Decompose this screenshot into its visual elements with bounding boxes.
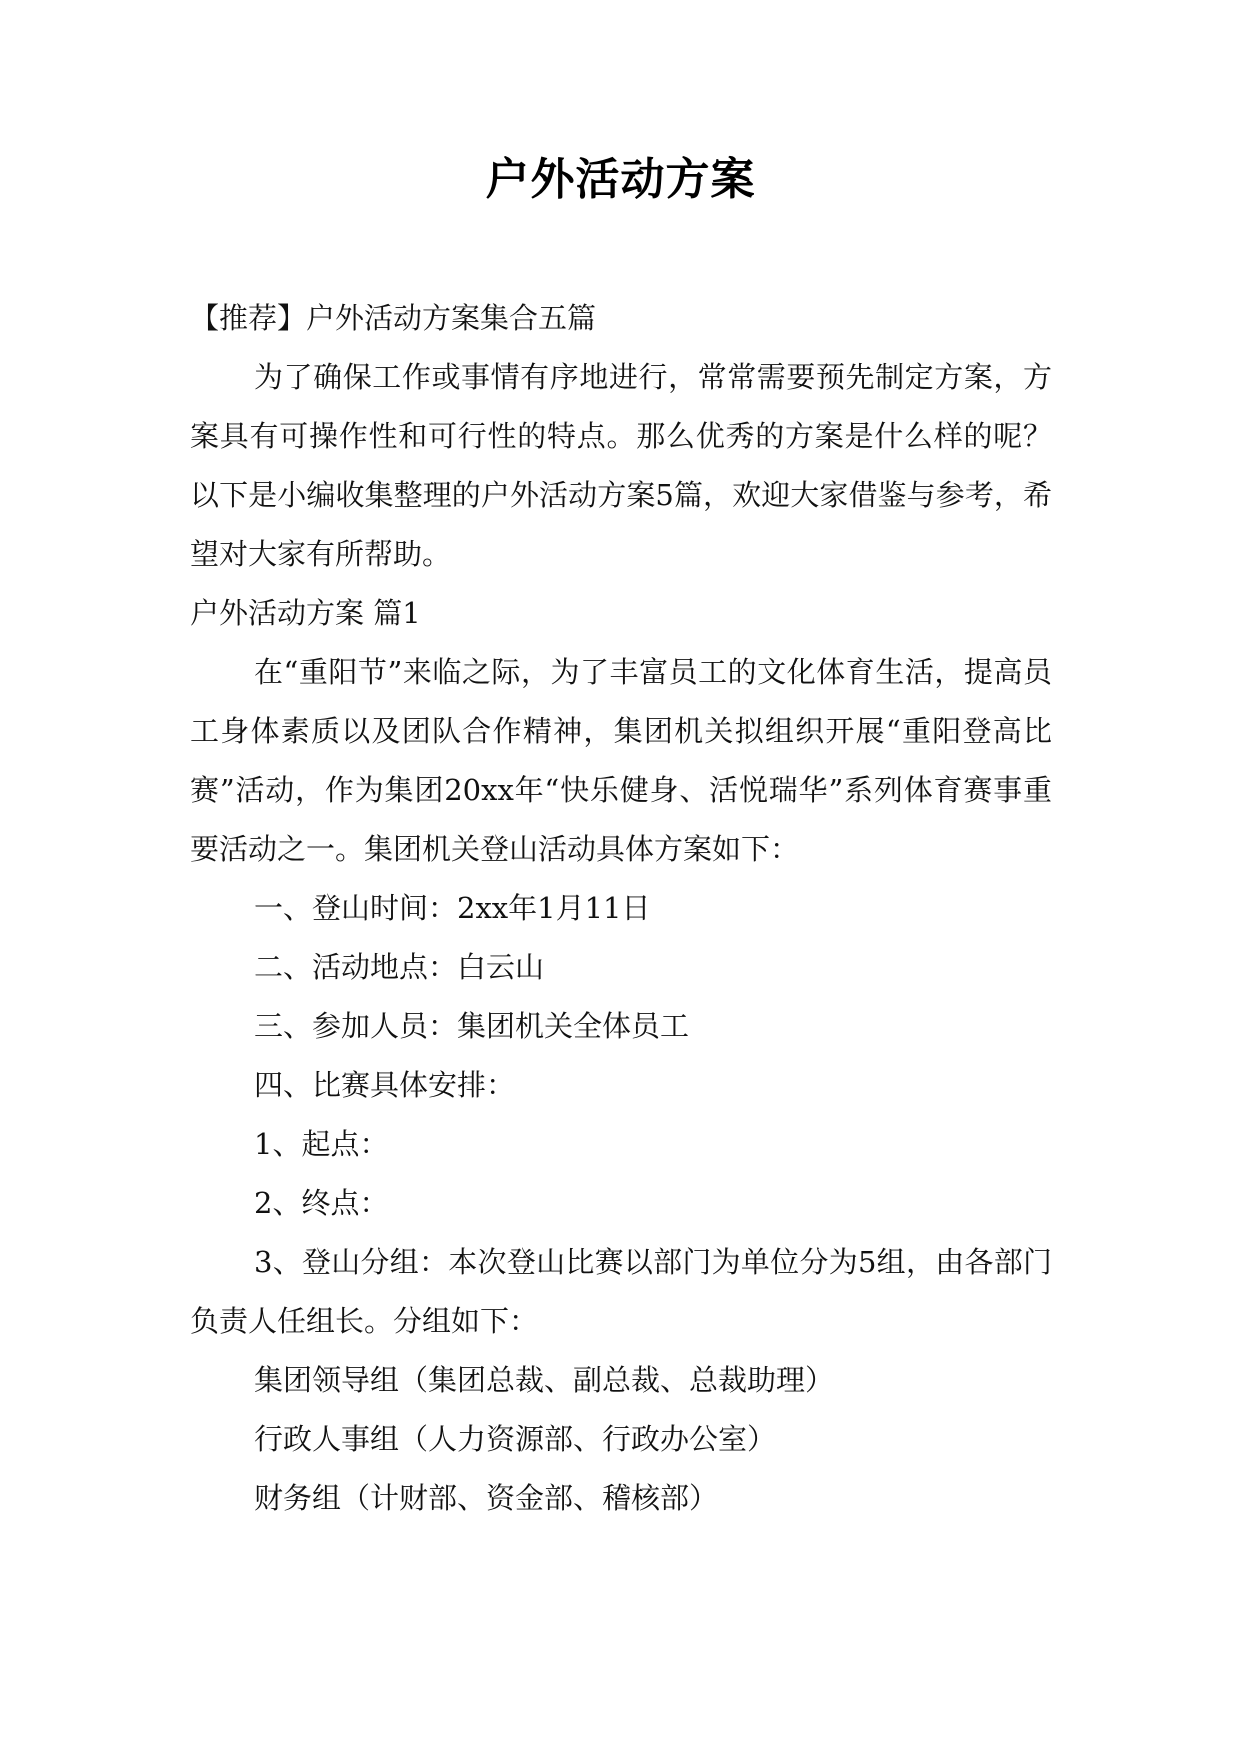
group-finance: 财务组（计财部、资金部、稽核部）: [254, 1481, 719, 1515]
section-heading-part-1: 户外活动方案 篇1: [190, 596, 421, 630]
item-location: 二、活动地点：白云山: [254, 950, 545, 984]
document-body: [190, 289, 1052, 1528]
item-grouping: 3、登山分组：本次登山比赛以部门为单位分为5组，由各部门负责人任组长。分组如下：: [190, 1245, 1052, 1338]
group-admin-hr: 行政人事组（人力资源部、行政办公室）: [254, 1422, 777, 1456]
item-end-point: 2、终点：: [254, 1186, 389, 1220]
paragraph-intro: 为了确保工作或事情有序地进行，常常需要预先制定方案，方案具有可操作性和可行性的特点。那么优秀的方案是什么样的呢？以下是小编收集整理的户外活动方案5篇，欢迎大家借鉴与参考，希望对大家有所帮助。: [190, 360, 1052, 571]
item-arrangement: 四、比赛具体安排：: [254, 1068, 516, 1102]
paragraph-background: 在“重阳节”来临之际，为了丰富员工的文化体育生活，提高员工身体素质以及团队合作精神，集团机关拟组织开展“重阳登高比赛”活动，作为集团20xx年“快乐健身、活悦瑞华”系列体育赛事重要活动之一。集团机关登山活动具体方案如下：: [190, 655, 1052, 866]
group-leadership: 集团领导组（集团总裁、副总裁、总裁助理）: [254, 1363, 835, 1397]
item-participants: 三、参加人员：集团机关全体员工: [254, 1009, 690, 1043]
item-time: 一、登山时间：2xx年1月11日: [254, 891, 651, 925]
item-start-point: 1、起点：: [254, 1127, 389, 1161]
paragraph-intro-heading: 【推荐】户外活动方案集合五篇: [190, 301, 597, 335]
document-title: 户外活动方案: [485, 154, 756, 205]
